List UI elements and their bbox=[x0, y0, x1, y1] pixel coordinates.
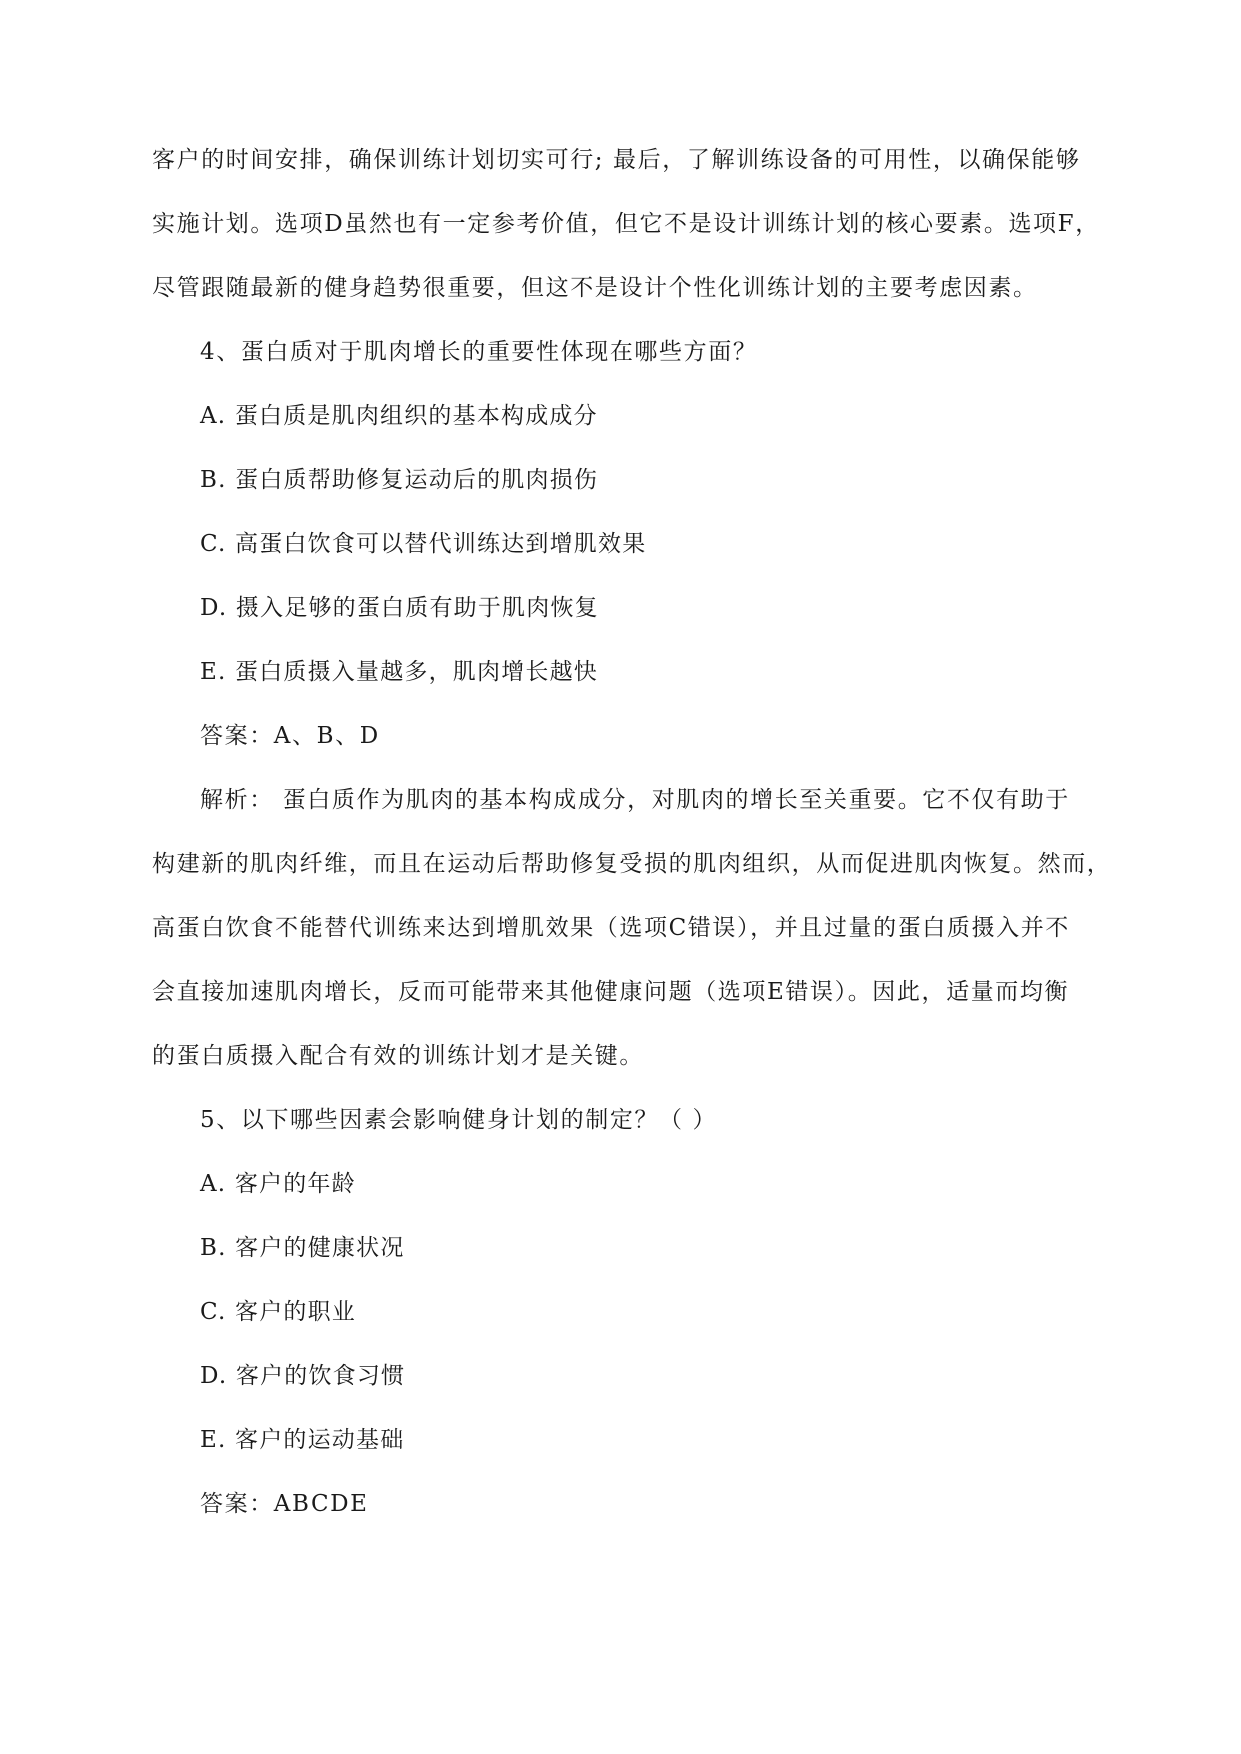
q5-option-d: D. 客户的饮食习惯 bbox=[200, 1363, 406, 1389]
question-4-title: 4、蛋白质对于肌肉增长的重要性体现在哪些方面？ bbox=[200, 339, 758, 365]
paragraph-line: 实施计划。选项D虽然也有一定参考价值，但它不是设计训练计划的核心要素。选项F， bbox=[152, 211, 1100, 237]
q4-option-a: A. 蛋白质是肌肉组织的基本构成成分 bbox=[200, 403, 598, 429]
q4-analysis-line: 解析： 蛋白质作为肌肉的基本构成成分，对肌肉的增长至关重要。它不仅有助于 bbox=[200, 787, 1070, 813]
q4-option-d: D. 摄入足够的蛋白质有助于肌肉恢复 bbox=[200, 595, 599, 621]
q5-answer: 答案：ABCDE bbox=[200, 1491, 369, 1517]
q4-option-e: E. 蛋白质摄入量越多，肌肉增长越快 bbox=[200, 659, 599, 685]
q4-analysis-line: 高蛋白饮食不能替代训练来达到增肌效果（选项C错误），并且过量的蛋白质摄入并不 bbox=[152, 915, 1070, 941]
q5-option-e: E. 客户的运动基础 bbox=[200, 1427, 405, 1453]
q4-answer: 答案：A、B、D bbox=[200, 723, 380, 749]
q4-analysis-line: 会直接加速肌肉增长，反而可能带来其他健康问题（选项E错误）。因此，适量而均衡 bbox=[152, 979, 1070, 1005]
q4-analysis-line: 的蛋白质摄入配合有效的训练计划才是关键。 bbox=[152, 1043, 644, 1069]
paragraph-line: 客户的时间安排，确保训练计划切实可行; 最后，了解训练设备的可用性，以确保能够 bbox=[152, 147, 1081, 173]
q5-option-b: B. 客户的健康状况 bbox=[200, 1235, 405, 1261]
q5-option-a: A. 客户的年龄 bbox=[200, 1171, 356, 1197]
q5-option-c: C. 客户的职业 bbox=[200, 1299, 357, 1325]
q4-option-c: C. 高蛋白饮食可以替代训练达到增肌效果 bbox=[200, 531, 647, 557]
q4-analysis-line: 构建新的肌肉纤维，而且在运动后帮助修复受损的肌肉组织，从而促进肌肉恢复。然而， bbox=[152, 851, 1112, 877]
paragraph-line: 尽管跟随最新的健身趋势很重要，但这不是设计个性化训练计划的主要考虑因素。 bbox=[152, 275, 1038, 301]
q4-option-b: B. 蛋白质帮助修复运动后的肌肉损伤 bbox=[200, 467, 599, 493]
question-5-title: 5、以下哪些因素会影响健身计划的制定？（ ） bbox=[200, 1107, 718, 1133]
